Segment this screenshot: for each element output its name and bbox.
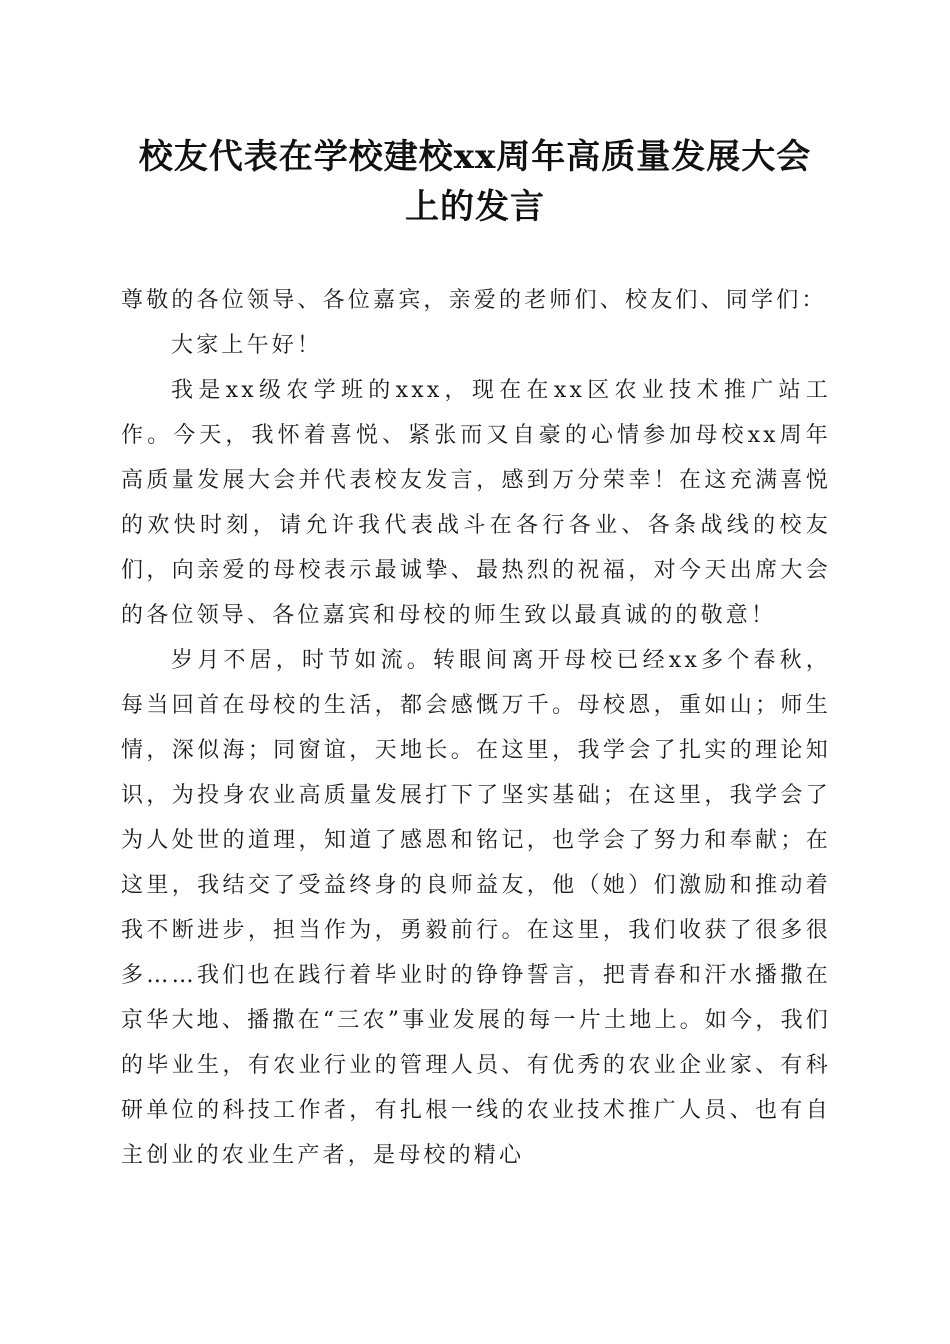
title-line-1: 校友代表在学校建校xx周年高质量发展大会	[138, 137, 812, 177]
salutation: 尊敬的各位领导、各位嘉宾，亲爱的老师们、校友们、同学们：	[121, 288, 827, 313]
paragraph-reminiscence: 岁月不居，时节如流。转眼间离开母校已经xx多个春秋，每当回首在母校的生活，都会感慨万千。母校恩，重如山；师生情，深似海；同窗谊，天地长。在这里，我学会了扎实的理论知识，为投身农业高质量发展打下了坚实基础；在这里，我学会了为人处世的道理，知道了感恩和铭记，也学会了努力和奉献；在这里，我结交了受益终身的良师益友，他（她）们激励和推动着我不断进步，担当作为，勇毅前行。在这里，我们收获了很多很多……我们也在践行着毕业时的铮铮誓言，把青春和汗水播撒在京华大地、播撒在“三农”事业发展的每一片土地上。如今，我们的毕业生，有农业行业的管理人员、有优秀的农业企业家、有科研单位的科技工作者，有扎根一线的农业技术推广人员、也有自主创业的农业生产者，是母校的精心	[121, 648, 831, 1168]
document-body	[121, 278, 831, 1178]
paragraph-introduction: 我是xx级农学班的xxx，现在在xx区农业技术推广站工作。今天，我怀着喜悦、紧张而又自豪的心情参加母校xx周年高质量发展大会并代表校友发言，感到万分荣幸！在这充满喜悦的欢快时刻，请允许我代表战斗在各行各业、各条战线的校友们，向亲爱的母校表示最诚挚、最热烈的祝福，对今天出席大会的各位领导、各位嘉宾和母校的师生致以最真诚的的敬意！	[121, 378, 831, 628]
paragraph-greeting: 大家上午好！	[171, 333, 323, 358]
document-title	[100, 132, 850, 232]
title-line-2: 上的发言	[405, 187, 545, 227]
